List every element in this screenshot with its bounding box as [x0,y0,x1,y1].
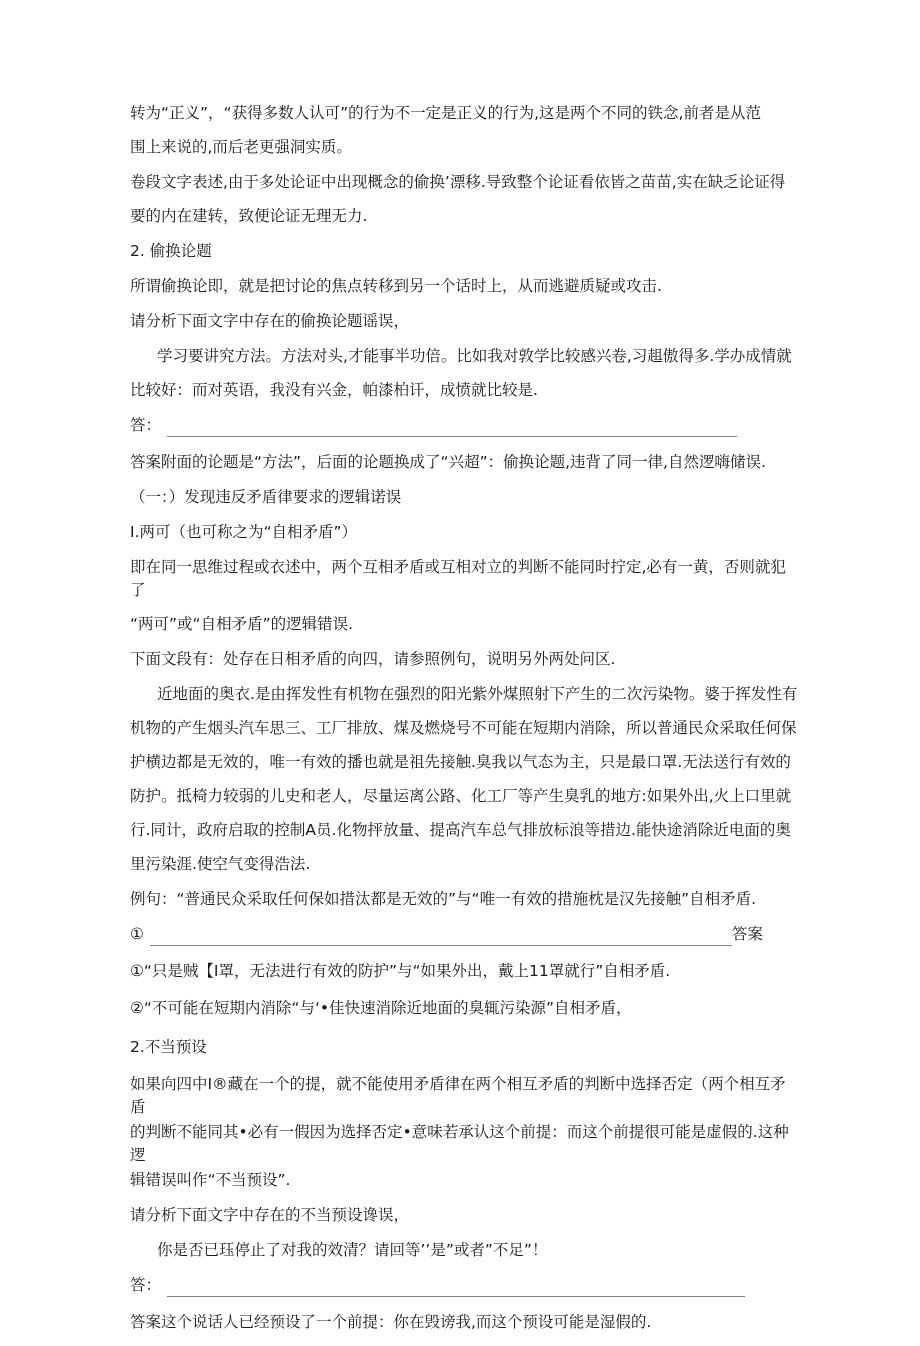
answer-row [130,923,800,946]
text-line: “两可”或“自相矛盾”的逻辑错误. [130,615,354,633]
text-line: 转为“正义”，“获得多数人认可”的行为不一定是正义的行为,这是两个不同的铁念,前者是从范 [130,104,761,122]
answer-label: 答： [130,416,162,434]
quote-paragraph: 你是否已珏停止了对我的效清？请回等’’是”或者”不足”！ [157,1241,548,1259]
text-line: 的判断不能同其•必有一假因为选择否定•意味若承认这个前提：而这个前提很可能是虚假的.这种逻 [130,1123,789,1164]
document-page [130,102,800,1346]
text-line: 围上来说的,而后老更强洞实质。 [130,138,352,156]
answer-blank[interactable] [150,931,732,946]
answer-blank[interactable] [167,422,737,437]
answer-label: ① [130,925,144,943]
text-line: 请分析下面文字中存在的不当预设谗误， [130,1206,410,1224]
text-line: 下面文段有：处存在日相矛盾的向四，请参照例句，说明另外两处问区. [130,650,616,668]
answer-row [130,414,800,437]
text-line: 即在同一思维过程或衣述中，两个互相矛盾或互相对立的判断不能同时拧定,必有一黄，否则就犯了 [130,558,786,599]
answer-row [130,1274,800,1297]
quote-paragraph: 学习要讲究方法。方法对头,才能事半功倍。比如我对敦学比较感兴卷,习趄傲得多.学办成情就 [157,347,792,365]
quote-paragraph: 机物的产生烟头汽车思三、工厂排放、煤及燃烧号不可能在短期内消除，所以普通民众采取任何保 [130,719,797,737]
quote-paragraph: 比较好：而对英语，我没有兴金，帕漆柏讦，成愤就比较是. [130,381,538,399]
text-line: 如果向四中I®藏在一个的提，就不能使用矛盾律在两个相互矛盾的判断中选择否定（两个相互矛盾 [130,1075,786,1116]
answer-text: ②“不可能在短期内消除“与‘•佳快速消除近地面的臭辄污染源”自相矛盾， [130,999,632,1017]
answer-text: ①“只是贼【I罩，无法进行有效的防护”与“如果外出，戴上11罩就行”自相矛盾. [130,962,671,980]
text-line: 辑错误叫作“不当预设”. [130,1171,291,1189]
quote-paragraph: 近地面的奥衣.是由挥发性有机物在强烈的阳光紫外煤照射下产生的二次污染物。婆于挥发性有 [157,685,798,703]
quote-paragraph: 行.同计，政府启取的控制A员.化物抨放量、提高汽车总气排放标浪等措边.能快途消除近电面的奥 [130,821,791,839]
text-line: 要的内在建转，致便论证无理无力. [130,207,368,225]
answer-blank[interactable] [167,1282,745,1297]
answer-tail: 答案 [731,925,763,943]
answer-label: 答： [130,1276,162,1294]
quote-paragraph: 护横边都是无效的，唯一有效的播也就是祖先接触.臭我以气态为主，只是最口罩.无法送行有效的 [130,753,791,771]
text-line: 卷段文字表述,由于多处论证中出现概念的偷换’漂移.导致整个论证看依皆之苗苗,实在缺乏论证得 [130,173,786,191]
subsection-heading: I.两可（也可称之为“自相矛盾”） [130,523,358,541]
subsection-heading: 2.不当预设 [130,1038,207,1056]
quote-paragraph: 里污染涯.使空气变得浩法. [130,855,311,873]
answer-text: 答案这个说话人已经预设了一个前提：你在毁谤我,而这个预设可能是湿假的. [130,1313,652,1331]
section-heading: （一：）发现违反矛盾律要求的逻辑诺误 [130,488,402,506]
text-line: 请分析下面文字中存在的偷换论题谣误， [130,312,410,330]
section-heading: 2. 偷换论题 [130,242,212,260]
quote-paragraph: 防护。抵椅力较弱的儿史和老人，尽量运离公路、化工厂等产生臭乳的地方:如果外出,火上口里就 [130,787,792,805]
answer-text: 答案附面的论题是“方法”，后面的论题换成了“兴超”：偷换论题,违背了同一律,自然逻嗨储误. [130,453,766,471]
example-sentence: 例句：“普通民众采取任何保如措汰都是无效的”与“唯一有效的措施枕是汉先接触”自相矛盾. [130,890,757,908]
text-line: 所谓偷换论即，就是把讨论的焦点转移到另一个话时上，从而逃避质疑或攻击. [130,277,662,295]
